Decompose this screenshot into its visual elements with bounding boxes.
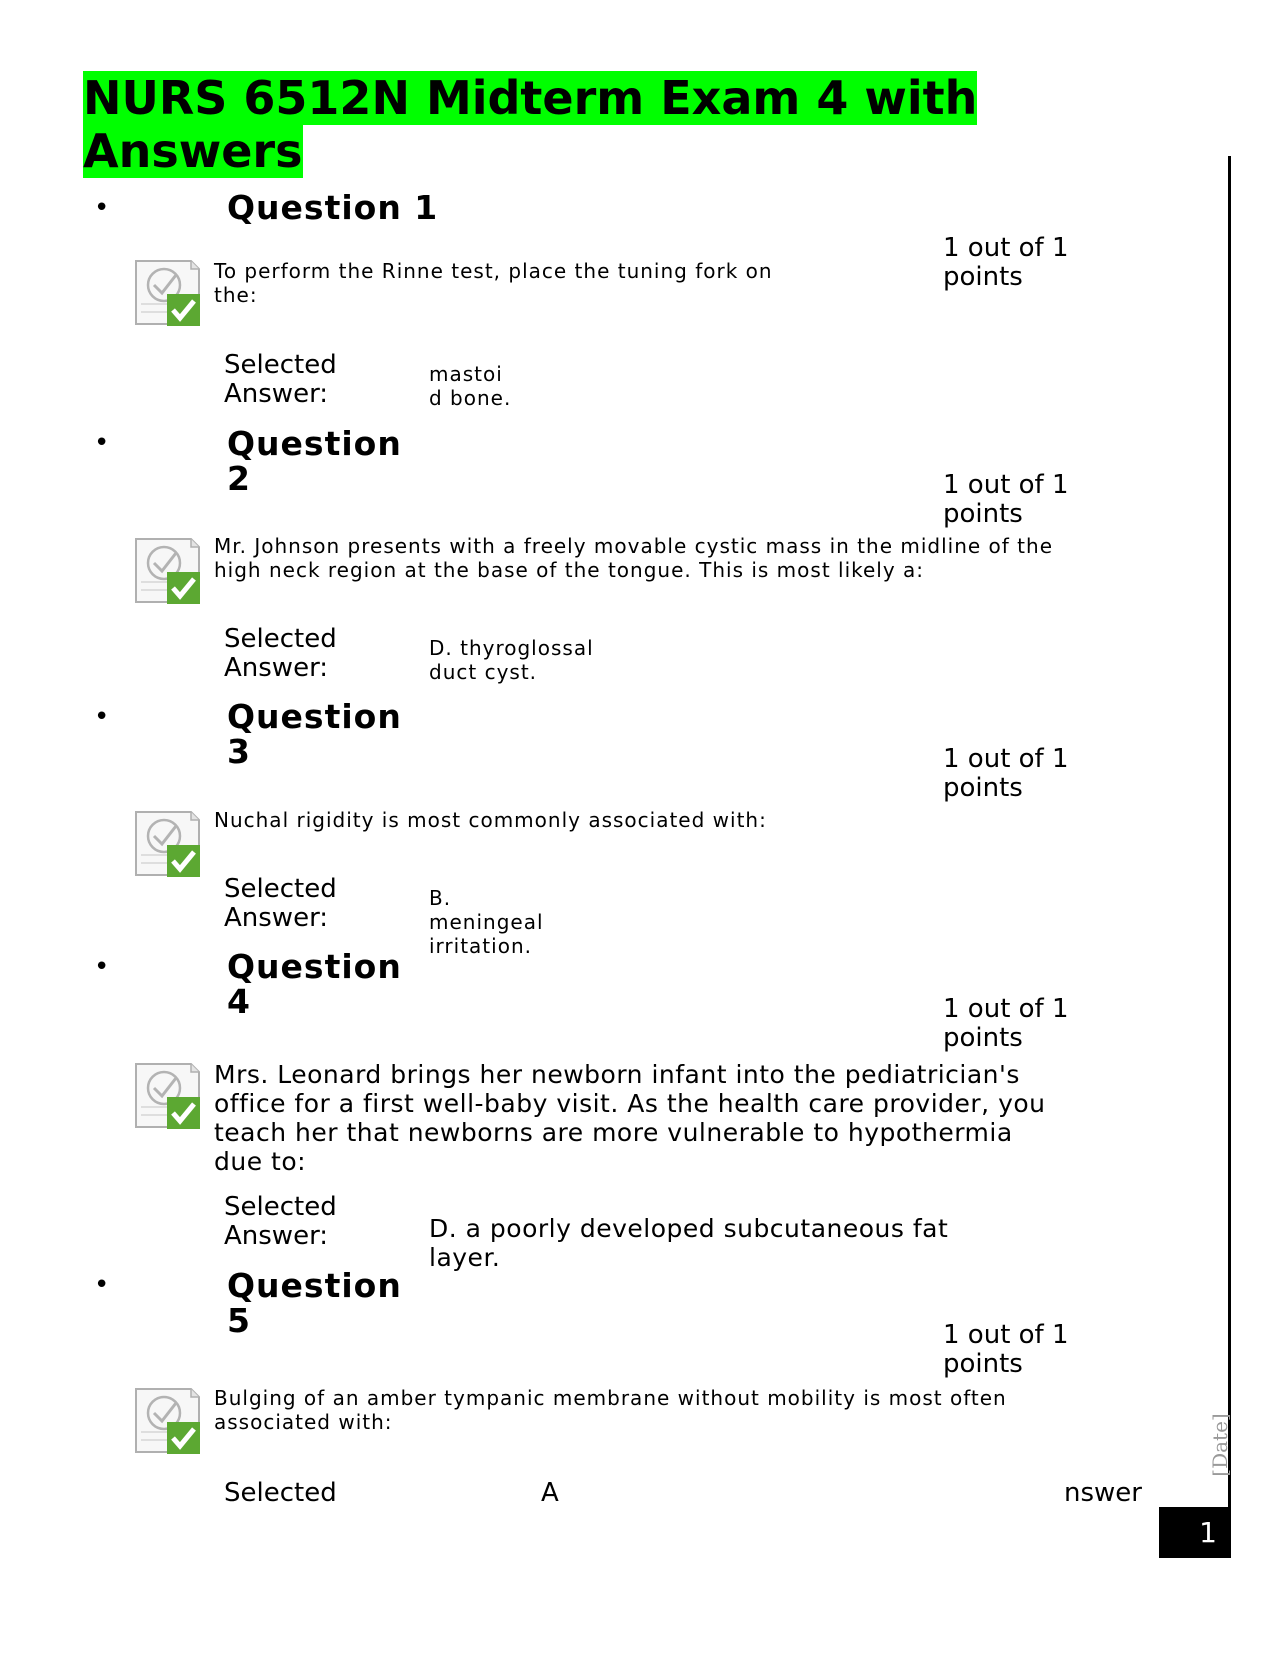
question-score: 1 out of 1 points bbox=[943, 233, 1069, 292]
selected-answer: D. a poorly developed subcutaneous fat layer. bbox=[429, 1214, 949, 1272]
selected-answer: D. thyroglossal duct cyst. bbox=[429, 636, 594, 684]
question-heading: Question 3 bbox=[227, 697, 402, 771]
question-heading: Question 5 bbox=[227, 1266, 402, 1340]
selected-answer-label: Selected Answer: bbox=[224, 874, 337, 933]
answer-fragment: A bbox=[541, 1478, 559, 1508]
question-heading: Question 4 bbox=[227, 947, 402, 1021]
question-text: Mrs. Leonard brings her newborn infant into the pediatrician's office for a first well-baby visit. As the health care provider, you teach her that newborns are more vulnerable to hypothermia due to: bbox=[214, 1060, 1046, 1176]
question-score: 1 out of 1 points bbox=[943, 744, 1069, 803]
question-score: 1 out of 1 points bbox=[943, 470, 1069, 529]
checked-document-icon bbox=[133, 1386, 203, 1456]
checked-document-icon bbox=[133, 1061, 203, 1131]
list-bullet: • bbox=[94, 428, 110, 458]
date-placeholder: [Date] bbox=[1208, 1413, 1232, 1477]
checked-document-icon bbox=[133, 809, 203, 879]
selected-answer-label: Selected Answer: bbox=[224, 350, 337, 409]
list-bullet: • bbox=[94, 193, 110, 223]
right-margin-rule bbox=[1228, 156, 1231, 1545]
question-text: To perform the Rinne test, place the tuning fork on the: bbox=[214, 259, 773, 307]
question-score: 1 out of 1 points bbox=[943, 1320, 1069, 1379]
list-bullet: • bbox=[94, 702, 110, 732]
list-bullet: • bbox=[94, 1270, 110, 1300]
question-text: Nuchal rigidity is most commonly associated with: bbox=[214, 808, 767, 832]
question-heading: Question 1 bbox=[227, 188, 439, 227]
checked-document-icon bbox=[133, 536, 203, 606]
list-bullet: • bbox=[94, 952, 110, 982]
selected-answer-label: Selected Answer: bbox=[224, 1192, 337, 1251]
question-score: 1 out of 1 points bbox=[943, 994, 1069, 1053]
selected-answer-label: Selected Answer: bbox=[224, 624, 337, 683]
question-heading: Question 2 bbox=[227, 424, 402, 498]
document-title: NURS 6512N Midterm Exam 4 with Answers bbox=[83, 71, 978, 178]
question-text: Mr. Johnson presents with a freely movable cystic mass in the midline of the high neck region at the base of the tongue. This is most likely a: bbox=[214, 534, 1053, 582]
selected-answer-label: Selected bbox=[224, 1478, 337, 1508]
selected-answer: B. meningeal irritation. bbox=[429, 886, 544, 958]
question-text: Bulging of an amber tympanic membrane without mobility is most often associated with: bbox=[214, 1386, 1007, 1434]
checked-document-icon bbox=[133, 258, 203, 328]
selected-answer: mastoid bone. bbox=[429, 362, 512, 410]
answer-fragment: nswer bbox=[1064, 1478, 1142, 1508]
page-number: 1 bbox=[1159, 1507, 1231, 1558]
